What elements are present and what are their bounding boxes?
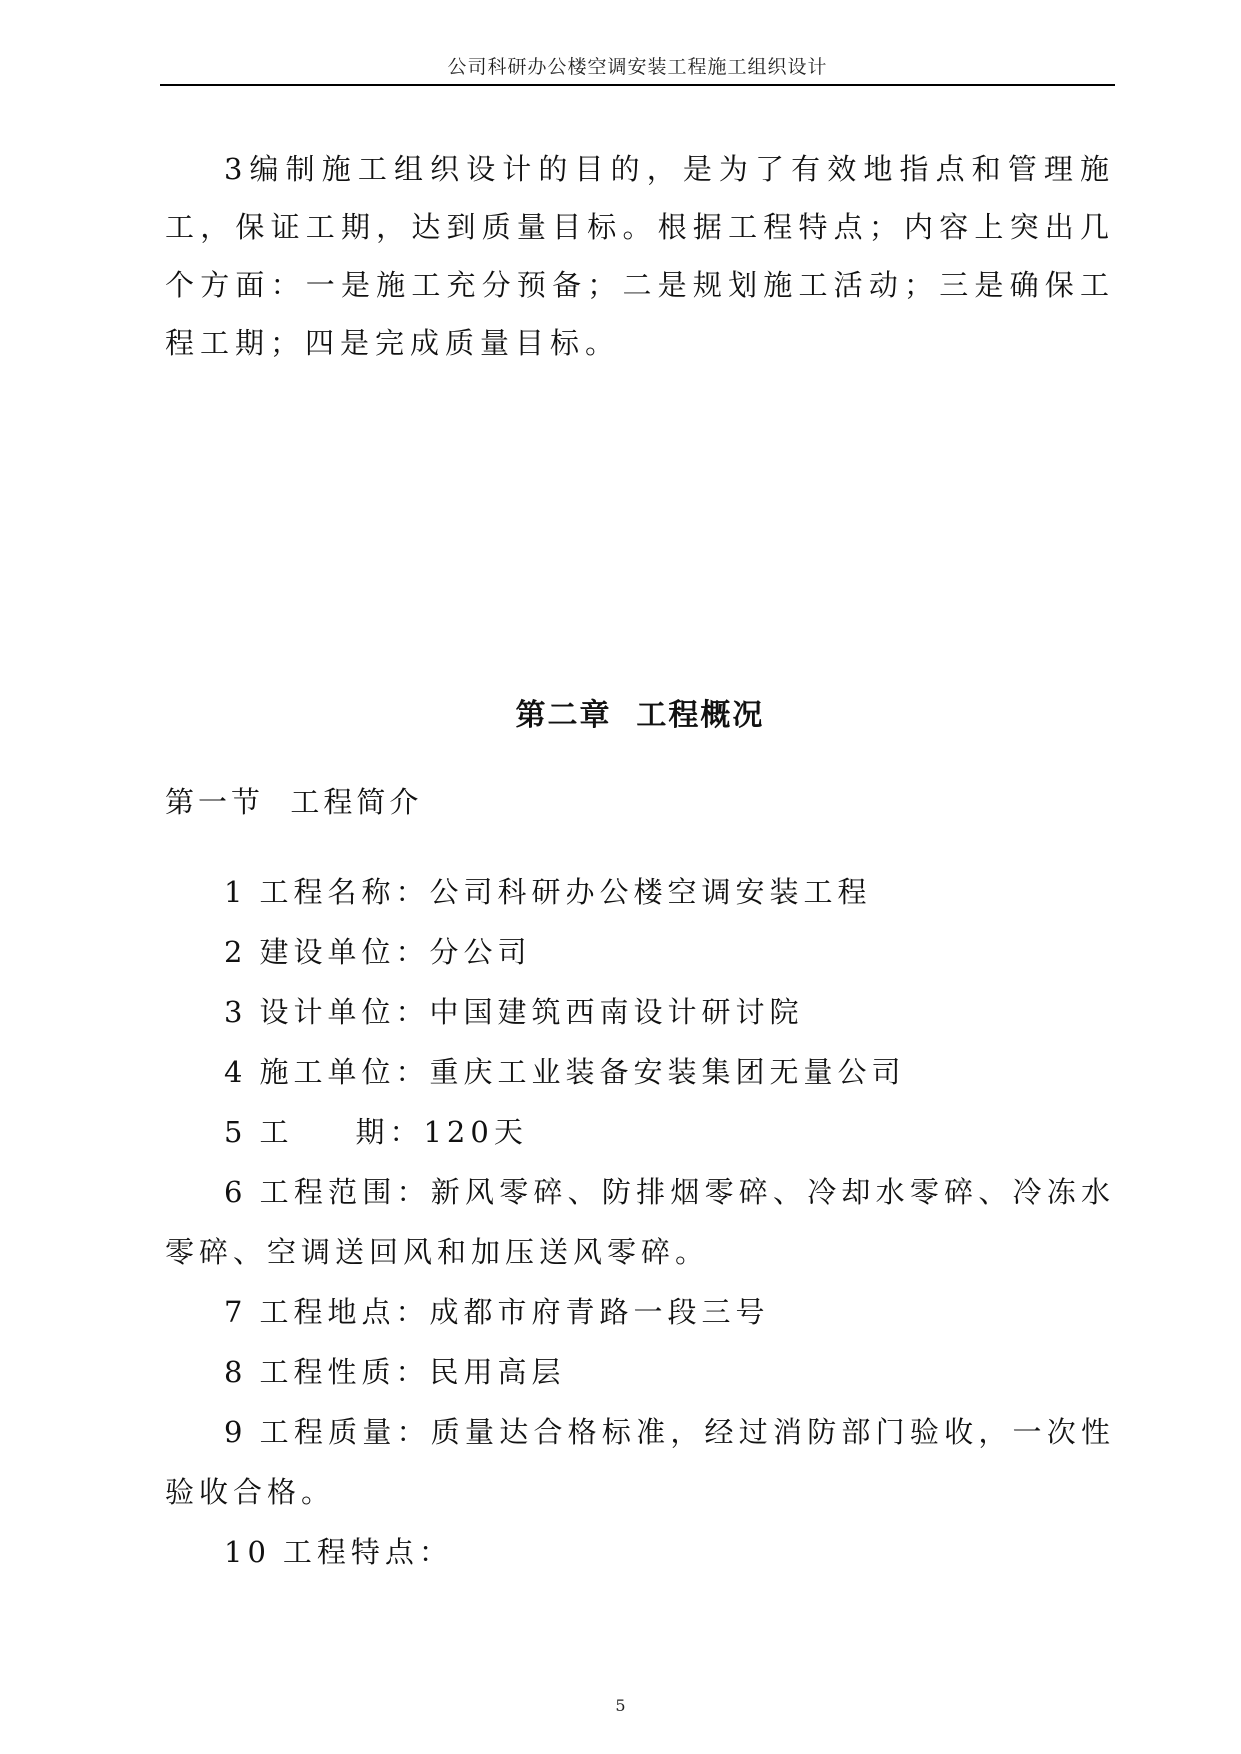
list-item-contractor [165, 1042, 1115, 1102]
period-label-second: 期： [355, 1115, 424, 1149]
item-text: 工程性质：民用高层 [259, 1355, 566, 1389]
item-text: 工程质量：质量达合格标准，经过消防部门验收，一次性验收合格。 [165, 1415, 1115, 1509]
item-number: 3 [224, 995, 248, 1029]
item-text: 施工单位：重庆工业装备安装集团无量公司 [259, 1055, 906, 1089]
period-label-first: 工 [259, 1115, 294, 1149]
item-text: 工程地点：成都市府青路一段三号 [259, 1295, 770, 1329]
item-text: 工程范围：新风零碎、防排烟零碎、冷却水零碎、冷冻水零碎、空调送回风和加压送风零碎。 [165, 1175, 1115, 1269]
item-number: 5 [224, 1115, 248, 1149]
item-text: 工程名称：公司科研办公楼空调安装工程 [259, 875, 872, 909]
list-item-designer [165, 982, 1115, 1042]
intro-paragraph: 3编制施工组织设计的目的，是为了有效地指点和管理施工，保证工期，达到质量目标。根据工程特点；内容上突出几个方面：一是施工充分预备；二是规划施工活动；三是确保工程工期；四是完成质量目标。 [165, 152, 1115, 360]
item-text: 工程特点： [282, 1535, 453, 1569]
list-item-features [165, 1522, 1115, 1582]
item-number: 6 [224, 1175, 248, 1209]
list-item-owner [165, 922, 1115, 982]
list-item-project-name [165, 862, 1115, 922]
period-value: 120天 [423, 1115, 528, 1149]
item-number: 2 [224, 935, 248, 969]
header-divider [160, 84, 1115, 86]
section-title: 第一节 工程简介 [165, 785, 423, 819]
chapter-title: 第二章 工程概况 [515, 698, 765, 733]
list-item-quality [165, 1402, 1115, 1522]
list-item-nature [165, 1342, 1115, 1402]
list-item-location [165, 1282, 1115, 1342]
item-number: 10 [224, 1535, 271, 1569]
item-number: 8 [224, 1355, 248, 1389]
item-number: 7 [224, 1295, 248, 1329]
item-text: 建设单位：分公司 [259, 935, 532, 969]
list-item-scope [165, 1162, 1115, 1282]
list-item-period [165, 1102, 1115, 1162]
page-header-title: 公司科研办公楼空调安装工程施工组织设计 [447, 56, 828, 78]
item-number: 9 [224, 1415, 248, 1449]
item-number: 1 [224, 875, 248, 909]
project-info-list [165, 862, 1115, 1582]
item-number: 4 [224, 1055, 248, 1089]
item-text: 设计单位：中国建筑西南设计研讨院 [259, 995, 804, 1029]
page-number: 5 [615, 1696, 626, 1715]
